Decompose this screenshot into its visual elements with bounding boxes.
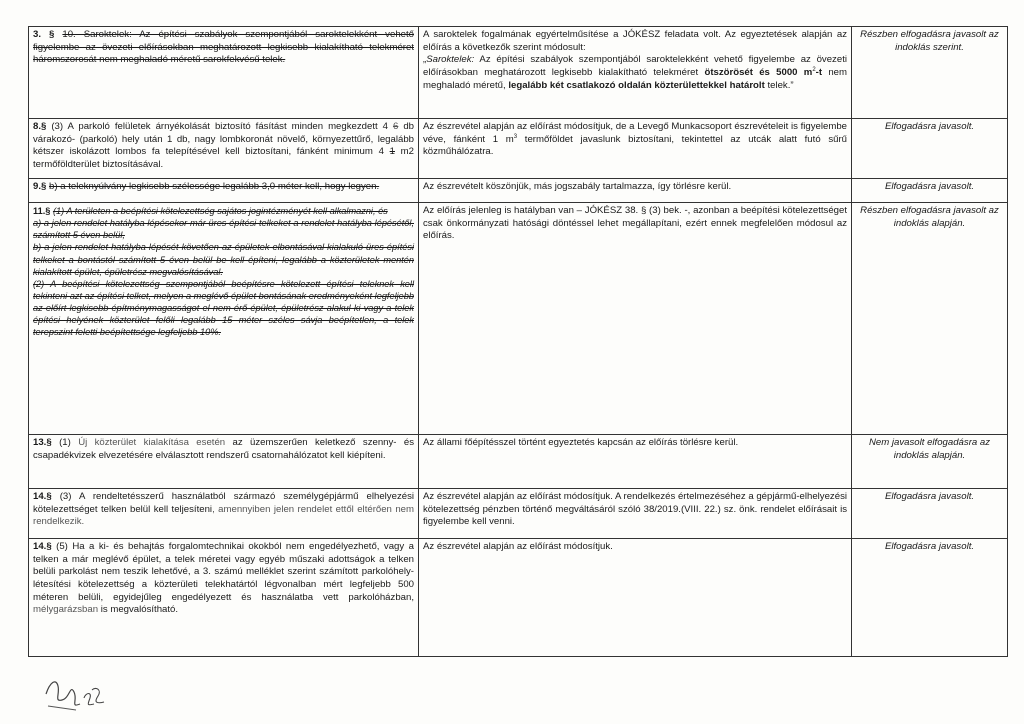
section-number: 3. §	[33, 29, 55, 40]
decision-cell: Nem javasolt elfogadásra az indoklás alapján.	[852, 435, 1008, 489]
table-row	[29, 179, 1008, 203]
response-cell: Az állami főépítésszel történt egyeztetés kapcsán az előírás törlésre kerül.	[419, 435, 852, 489]
table-row	[29, 435, 1008, 489]
regulation-cell: 13.§ (1) Új közterület kialakítása esetén az üzemszerűen keletkező szenny- és csapadékvizek elvezetésére elválasztott rendszerű csatornahálózatot kell kiépíteni.	[29, 435, 419, 489]
decision-cell: Részben elfogadásra javasolt az indoklás szerint.	[852, 27, 1008, 119]
section-number: 11.§	[33, 206, 51, 216]
table-row	[29, 27, 1008, 119]
decision-cell: Elfogadásra javasolt.	[852, 489, 1008, 539]
section-number: 14.§	[33, 491, 52, 502]
regulation-cell	[29, 27, 419, 119]
decision-cell: Elfogadásra javasolt.	[852, 119, 1008, 179]
regulation-cell: 8.§ (3) A parkoló felületek árnyékolását biztosító fásítást minden megkezdett 4 6 db várakozó- (parkoló) hely után 1 db, nagy lombkoronát növelő, környezettűrő, legalább kétszer iskolázott lombos fa telepítésével kell biztosítani, fánként minimum 4 1 m2 termőföldterület biztosításával.	[29, 119, 419, 179]
response-quote: „Saroktelek: Az építési szabályok szempontjából saroktelekként vehető figyelembe az övezeti előírásokban meghatározott legkisebb kialakítható telekméret ötszörösét és 5000 $m^2-t$ nem meghaladó méretű, legalább két csatlakozó oldalán közterülettekkel határolt telek.”	[423, 54, 847, 91]
table-row	[29, 119, 1008, 179]
response-cell: Az észrevétel alapján az előírást módosítjuk.	[419, 539, 852, 657]
response-cell: Az észrevételt köszönjük, más jogszabály tartalmazza, így törlésre kerül.	[419, 179, 852, 203]
table-row	[29, 539, 1008, 657]
regulation-cell: 9.§ b) a teleknyúlvány legkisebb szélessége legalább 3,0 méter kell, hogy legyen.	[29, 179, 419, 203]
section-number: 8.§	[33, 121, 47, 132]
handwritten-signature	[40, 664, 110, 714]
table-row	[29, 203, 1008, 435]
section-number: 14.§	[33, 541, 52, 552]
response-text: A saroktelek fogalmának egyértelműsítése a JÓKÉSZ feladata volt. Az egyeztetések alapján az előírás a következők szerint módosult:	[423, 29, 847, 53]
response-cell: Az észrevétel alapján az előírást módosítjuk. A rendelkezés értelmezéséhez a gépjármű-elhelyezési kötelezettség pénzben történő megváltásáról szóló 38/2019.(VIII. 22.) sz. önk. rendelet előírásait is figyelembe kell venni.	[419, 489, 852, 539]
regulation-cell: 14.§ (3) A rendeltetésszerű használatból származó személygépjármű elhelyezési kötelezettséget telken belül kell teljesíteni, amennyiben jelen rendelet ettől eltérően nem rendelkezik.	[29, 489, 419, 539]
decision-cell: Részben elfogadásra javasolt az indoklás alapján.	[852, 203, 1008, 435]
term-label: Saroktelek:	[426, 54, 475, 66]
regulation-cell: 14.§ (5) Ha a ki- és behajtás forgalomtechnikai okokból nem engedélyezhető, vagy a telken a már meglévő épület, a telek méretei vagy egyéb műszaki adottságok a telken belüli parkolást nem teszik lehetővé, a 3. számú melléklet szerint számított parkolóhely-létesítési kötelezettség a közterületi telekhatártól légvonalban mért legfeljebb 500 méteren belüli, egyidejűleg engedélyezett és használatba vett parkolóházban, mélygarázsban is megvalósítható.	[29, 539, 419, 657]
decision-cell: Elfogadásra javasolt.	[852, 539, 1008, 657]
response-cell: Az előírás jelenleg is hatályban van – JÓKÉSZ 38. § (3) bek. -, azonban a beépítési kötelezettséget csak önkormányzati hatósági döntéssel lehet megállapítani, ezért ennek megfelelően módosul az előírás.	[419, 203, 852, 435]
response-cell: Az észrevétel alapján az előírást módosítjuk, de a Levegő Munkacsoport észrevételeit is figyelembe véve, fánként 1 $m^3$ termőföldet javaslunk biztosítani, tekintettel az utcák alatt futó sűrű közműhálózatra.	[419, 119, 852, 179]
decision-cell: Elfogadásra javasolt.	[852, 179, 1008, 203]
comments-table	[28, 26, 1008, 657]
section-number: 13.§	[33, 437, 52, 448]
regulation-cell: 11.§ (1) A területen a beépítési kötelezettség sajátos jogintézményét kell alkalmazni, és a) a jelen rendelet hatályba lépésekor már üres építési telkeket a rendelet hatályba lépésétől, számított 5 éven belül, b) a jelen rendelet hatályba lépését követően az épületek elbontásával kialakuló üres építési telkeket a bontástól számított 5 éven belül be kell építeni, legalább a közterületek mentén kialakított épület, épületrész megvalósításával. (2) A beépítési kötelezettség szempontjából beépítésre kötelezett építési teleknek kell tekinteni azt az építési telket, melyen a meglévő épület bontásának eredményeként legfeljebb az előírt legkisebb építménymagasságot el nem érő épület, épületrész alakul ki vagy a telek építési helyének közterület felőli legalább 15 méter széles sávja beépítetlen, a telek terepszint feletti beépítettsége legfeljebb 10%.	[29, 203, 419, 435]
response-cell	[419, 27, 852, 119]
struck-text: 10. Saroktelek: Az építési szabályok szempontjából saroktelekként vehető figyelembe az övezeti előírásokban meghatározott legkisebb kialakítható telekméret háromszorosát nem meghaladó méretű sarokfekvésű telek.	[33, 29, 414, 66]
section-number: 9.§	[33, 181, 47, 192]
table-row	[29, 489, 1008, 539]
